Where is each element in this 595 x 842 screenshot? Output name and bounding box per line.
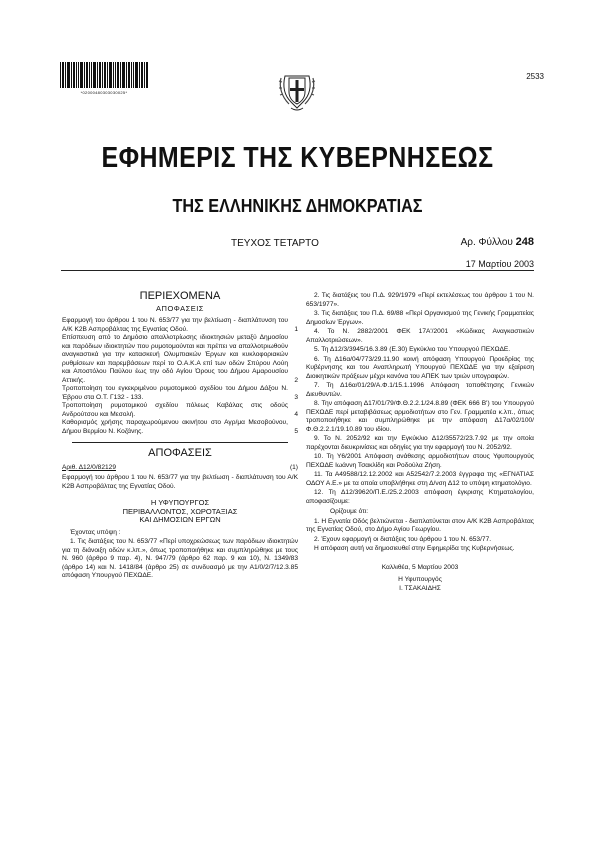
decision-intro: Εφαρμογή του άρθρου 1 του Ν. 653/77 για την βελτίωση - διαπλάτυνση του Α/Κ Κ2Β Ασπροβάλτας της Εγνατίας Οδού. — [62, 474, 298, 490]
authority-title — [62, 499, 298, 525]
decision-ref-number: (1) — [289, 463, 298, 471]
gazette-subtitle: ΤΗΣ ΕΛΛΗΝΙΚΗΣ ΔΗΜΟΚΡΑΤΙΑΣ — [172, 196, 423, 216]
toc-item-text: Επίσπευση από το Δημόσιο απαλλοτρίωσης ιδιοκτησιών μεταξύ Δημοσίου και παρόδιων ιδιοκτητών που ρυμοτομούνται και πρέπει να απαλλοτριωθούν αναγκαστικά για την κατασκευή Ολυμπιακών Έργων και κυκλοφοριακών ρυθμίσεων και παρεμβάσεων περί το Ο.Α.Κ.Α επί των οδών Σπύρου Λούη και Αποστόλου Παύλου έως την οδό Αγίου Όρους του Δήμου Αμαρουσίου Αττικής. — [62, 334, 288, 384]
point-1: 1. Τις διατάξεις του Ν. 653/77 «Περί υποχρεώσεως των παρόδιων ιδιοκτητών για τη διάνοιξη οδών κ.λπ.», όπως τροποποιήθηκε και συμπληρώθηκε με τους Ν. 960 (άρθρο 9 παρ. 4), Ν. 947/79 (άρθρο 62 παρ. 9 και 10), Ν. 1349/83 (άρθρο 14) και Ν. 1418/84 (άρθρο 25) σε συνδυασμό με την Α1/0/2/7/12.3.85 απόφαση Υπουργού ΠΕΧΩΔΕ. — [62, 538, 298, 579]
signer-name: Ι. ΤΣΑΚΑΙΔΗΣ — [399, 584, 441, 592]
toc-item-page: 2 — [294, 376, 298, 384]
paragraph: 11. Τα Α49588/12.12.2002 και Α52542/7.2.2003 έγγραφα της «ΕΓΝΑΤΙΑΣ ΟΔΟΥ Α.Ε.» με τα οποία υποβλήθηκε στη Δ/νση Δ12 το υπόψη κτηματολόγιο. — [306, 471, 534, 487]
paragraph: 5. Τη Δ12/3/3945/16.3.89 (Ε.30) Εγκύκλιο του Υπουργού ΠΕΧΩΔΕ. — [314, 346, 511, 353]
decision-ref: Αριθ. Δ12/0/82129 — [62, 463, 116, 471]
toc-item-text: Καθορισμός χρήσης παραχωρούμενου ακινήτου στο Αγρ/μα Μεσοβούνου, Δήμου Βερμίου Ν. Κοζάνης. — [62, 419, 288, 435]
paragraph: 4. Το Ν. 2882/2001 ΦΕΚ 17Α'/2001 «Κώδικας Αναγκαστικών Απαλλοτριώσεων». — [306, 328, 534, 344]
decision-point: 1. Η Εγνατία Οδός βελτιώνεται - διαπλατύνεται στον Α/Κ Κ2Β Ασπροβάλτας της Εγνατίας Οδού, στο Δήμο Αγίου Γεωργίου. — [306, 517, 534, 533]
toc-item-text: Εφαρμογή του άρθρου 1 του Ν. 653/77 για την βελτίωση - διαπλάτυνση του Α/Κ Κ2Β Ασπροβάλτας της Εγνατίας Οδού. — [62, 317, 288, 333]
decision-ref-row — [62, 464, 298, 473]
toc-item-page: 1 — [294, 325, 298, 333]
toc-item-text: Τροποποίηση ρυμοτομικού σχεδίου πόλεως Καβάλας στις οδούς Ανδρούτσου και Μεσολή. — [62, 402, 288, 418]
left-column — [62, 292, 298, 582]
toc-item — [62, 334, 298, 385]
paragraph: 7. Τη Δ16α/01/29/Α.Φ.1/15.1.1996 Απόφαση τοποθέτησης Γενικών Διευθυντών. — [306, 382, 534, 398]
header-rule — [61, 270, 534, 271]
authority-line: Η ΥΦΥΠΟΥΡΓΟΣ — [150, 498, 210, 507]
toc-item-text: Τροποποίηση του εγκεκριμένου ρυμοτομικού σχεδίου του Δήμου Δάξου Ν. Έβρου στα Ο.Τ. Γ132 - 133. — [62, 385, 288, 401]
toc-heading: ΠΕΡΙΕΧΟΜΕΝΑ — [139, 290, 221, 302]
toc-item-page: 3 — [294, 393, 298, 401]
paragraph: 9. Το Ν. 2052/92 και την Εγκύκλιο Δ12/35572/23.7.92 με την οποία παρέχονται διευκρινίσεις και οδηγίες για την εφαρμογή του Ν. 2052/92. — [306, 435, 534, 451]
decisions-heading: ΑΠΟΦΑΣΕΙΣ — [148, 447, 212, 459]
section-divider — [72, 442, 288, 443]
signer-title: Η Υφυπουργός — [398, 576, 442, 583]
barcode-number: *02000480303030025* — [80, 90, 128, 95]
authority-line: ΚΑΙ ΔΗΜΟΣΙΩΝ ΕΡΓΩΝ — [139, 515, 221, 524]
right-column — [306, 292, 534, 593]
coat-of-arms-emblem — [277, 64, 317, 112]
toc-item — [62, 317, 298, 334]
issue-date: 17 Μαρτίου 2003 — [465, 259, 534, 269]
toc-item — [62, 419, 298, 436]
paragraph: 12. Τη Δ12/39620/Π.Ε./25.2.2003 απόφαση έγκρισης Κτηματολογίου, αποφασίζουμε: — [306, 489, 534, 505]
issue-type: ΤΕΥΧΟΣ ΤΕΤΑΡΤΟ — [231, 238, 319, 249]
toc-item-page: 5 — [294, 427, 298, 435]
toc-section: ΑΠΟΦΑΣΕΙΣ — [156, 303, 204, 313]
place-date: Καλλιθέα, 5 Μαρτίου 2003 — [381, 563, 459, 571]
we-define: Ορίζουμε ότι: — [330, 508, 369, 515]
paragraph: 2. Τις διατάξεις του Π.Δ. 929/1979 «Περί εκτελέσεως του άρθρου 1 του Ν. 653/1977». — [306, 292, 534, 308]
toc-item — [62, 402, 298, 419]
decision-point: 2. Έχουν εφαρμογή οι διατάξεις του άρθρου 1 του Ν. 653/77. — [314, 535, 492, 543]
sheet-number — [461, 236, 534, 248]
page-number: 2533 — [526, 72, 544, 81]
sheet-number-value: 248 — [515, 236, 534, 248]
having-regard: Έχοντας υπόψη : — [70, 528, 121, 536]
toc-item-page: 4 — [294, 410, 298, 418]
sheet-label: Αρ. Φύλλου — [460, 237, 513, 248]
toc-item — [62, 385, 298, 402]
paragraph: 6. Τη Δ16α/04/773/29.11.90 κοινή απόφαση Υπουργού Προεδρίας της Κυβέρνησης και του Αναπληρωτή Υπουργού ΠΕΧΩΔΕ για την εξαίρεση Διοικητικών πράξεων μέχρι κανόνα του ΑΠΕΚ των τριών υπογραφών. — [306, 355, 534, 380]
publication-order: Η απόφαση αυτή να δημοσιευθεί στην Εφημερίδα της Κυβερνήσεως. — [314, 545, 515, 552]
paragraph: 3. Τις διατάξεις του Π.Δ. 69/88 «Περί Οργανισμού της Γενικής Γραμματείας Δημοσίων Έργων». — [306, 310, 534, 326]
authority-line: ΠΕΡΙΒΑΛΛΟΝΤΟΣ, ΧΩΡΟΤΑΞΙΑΣ — [122, 506, 238, 516]
paragraph: 10. Τη Υ6/2001 Απόφαση ανάθεσης αρμοδιοτήτων στους Υφυπουργούς ΠΕΧΩΔΕ Ιωάννη Τσακλίδη και Ροδούλα Ζήση. — [306, 453, 534, 469]
barcode — [60, 62, 148, 88]
gazette-title: ΕΦΗΜΕΡΙΣ ΤΗΣ ΚΥΒΕΡΝΗΣΕΩΣ — [101, 142, 494, 174]
paragraph: 8. Την απόφαση Δ17/01/79/Φ.Θ.2.2.1/24.8.89 (ΦΕΚ 666 Β') του Υπουργού ΠΕΧΩΔΕ περί μεταβιβάσεως αρμοδιοτήτων στο Γεν. Γραμματέα κ.λπ., όπως τροποποιήθηκε και συμπληρώθηκε με την απόφαση Δ17α/02/100/Φ.Θ.2.2.1/19.10.89 του ιδίου. — [306, 400, 534, 433]
